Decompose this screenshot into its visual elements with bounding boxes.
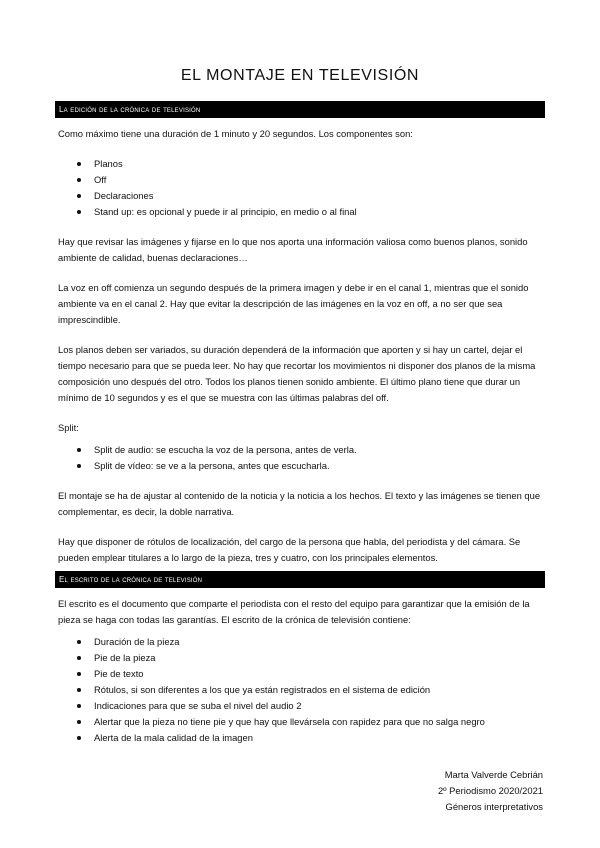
paragraph: La voz en off comienza un segundo después de la primera imagen y debe ir en el canal 1, mientras que el sonido ambiente va en el canal 2. Hay que evitar la descripción de las imágenes en la voz en off, a no ser que sea imprescindible. (58, 282, 529, 325)
escrito-list (58, 634, 548, 746)
list-item: Pie de la pieza (58, 650, 548, 666)
list-item: Alerta de la mala calidad de la imagen (58, 730, 548, 746)
list-item: Planos (58, 156, 548, 172)
paragraph: El montaje se ha de ajustar al contenido de la noticia y la noticia a los hechos. El texto y las imágenes se tienen que complementar, es decir, la doble narrativa. (58, 490, 541, 517)
list-item: Pie de texto (58, 666, 548, 682)
section1-intro: Como máximo tiene una duración de 1 minuto y 20 segundos. Los componentes son: (58, 128, 413, 139)
split-label: Split: (58, 422, 79, 433)
author-course: 2º Periodismo 2020/2021 (437, 785, 543, 796)
section1-body (58, 126, 548, 566)
list-item: Duración de la pieza (58, 634, 548, 650)
components-list (58, 156, 548, 220)
paragraph: El escrito es el documento que comparte el periodista con el resto del equipo para garantizar que la emisión de la pieza se haga con todas las garantías. El escrito de la crónica de televisión contiene: (58, 598, 530, 625)
paragraph: Hay que revisar las imágenes y fijarse en lo que nos aporta una información valiosa como buenos planos, sonido ambiente de calidad, buenas declaraciones… (58, 236, 528, 263)
list-item: Off (58, 172, 548, 188)
list-item: Stand up: es opcional y puede ir al principio, en medio o al final (58, 204, 548, 220)
split-list (58, 442, 548, 474)
list-item: Declaraciones (58, 188, 548, 204)
author-signature (438, 767, 543, 815)
section2-body (58, 596, 548, 746)
paragraph: Hay que disponer de rótulos de localización, del cargo de la persona que habla, del periodista y del cámara. Se pueden emplear titulares a lo largo de la pieza, tres y cuatro, con los principales elementos. (58, 536, 521, 563)
author-subject: Géneros interpretativos (445, 801, 543, 812)
list-item: Alertar que la pieza no tiene pie y que hay que llevársela con rapidez para que no salga negro (58, 714, 548, 730)
list-item: Indicaciones para que se suba el nivel del audio 2 (58, 698, 548, 714)
list-item: Split de audio: se escucha la voz de la persona, antes de verla. (58, 442, 548, 458)
section-heading-escrito: El escrito de la crónica de televisión (55, 571, 545, 588)
author-name: Marta Valverde Cebrián (444, 769, 543, 780)
paragraph: Los planos deben ser variados, su duración dependerá de la información que aporten y si hay un cartel, dejar el tiempo necesario para que se pueda leer. No hay que recortar los movimientos ni disponer dos planos de la misma composición uno después del otro. Todos los planos tienen sonido ambiente. El último plano tiene que durar un mínimo de 10 segundos y es el que se muestra con las últimas palabras del off. (58, 344, 536, 403)
list-item: Rótulos, si son diferentes a los que ya están registrados en el sistema de edición (58, 682, 548, 698)
list-item: Split de vídeo: se ve a la persona, antes que escucharla. (58, 458, 548, 474)
section-heading-edicion: La edición de la crónica de televisión (55, 101, 545, 118)
document-title: EL MONTAJE EN TELEVISIÓN (180, 67, 420, 84)
